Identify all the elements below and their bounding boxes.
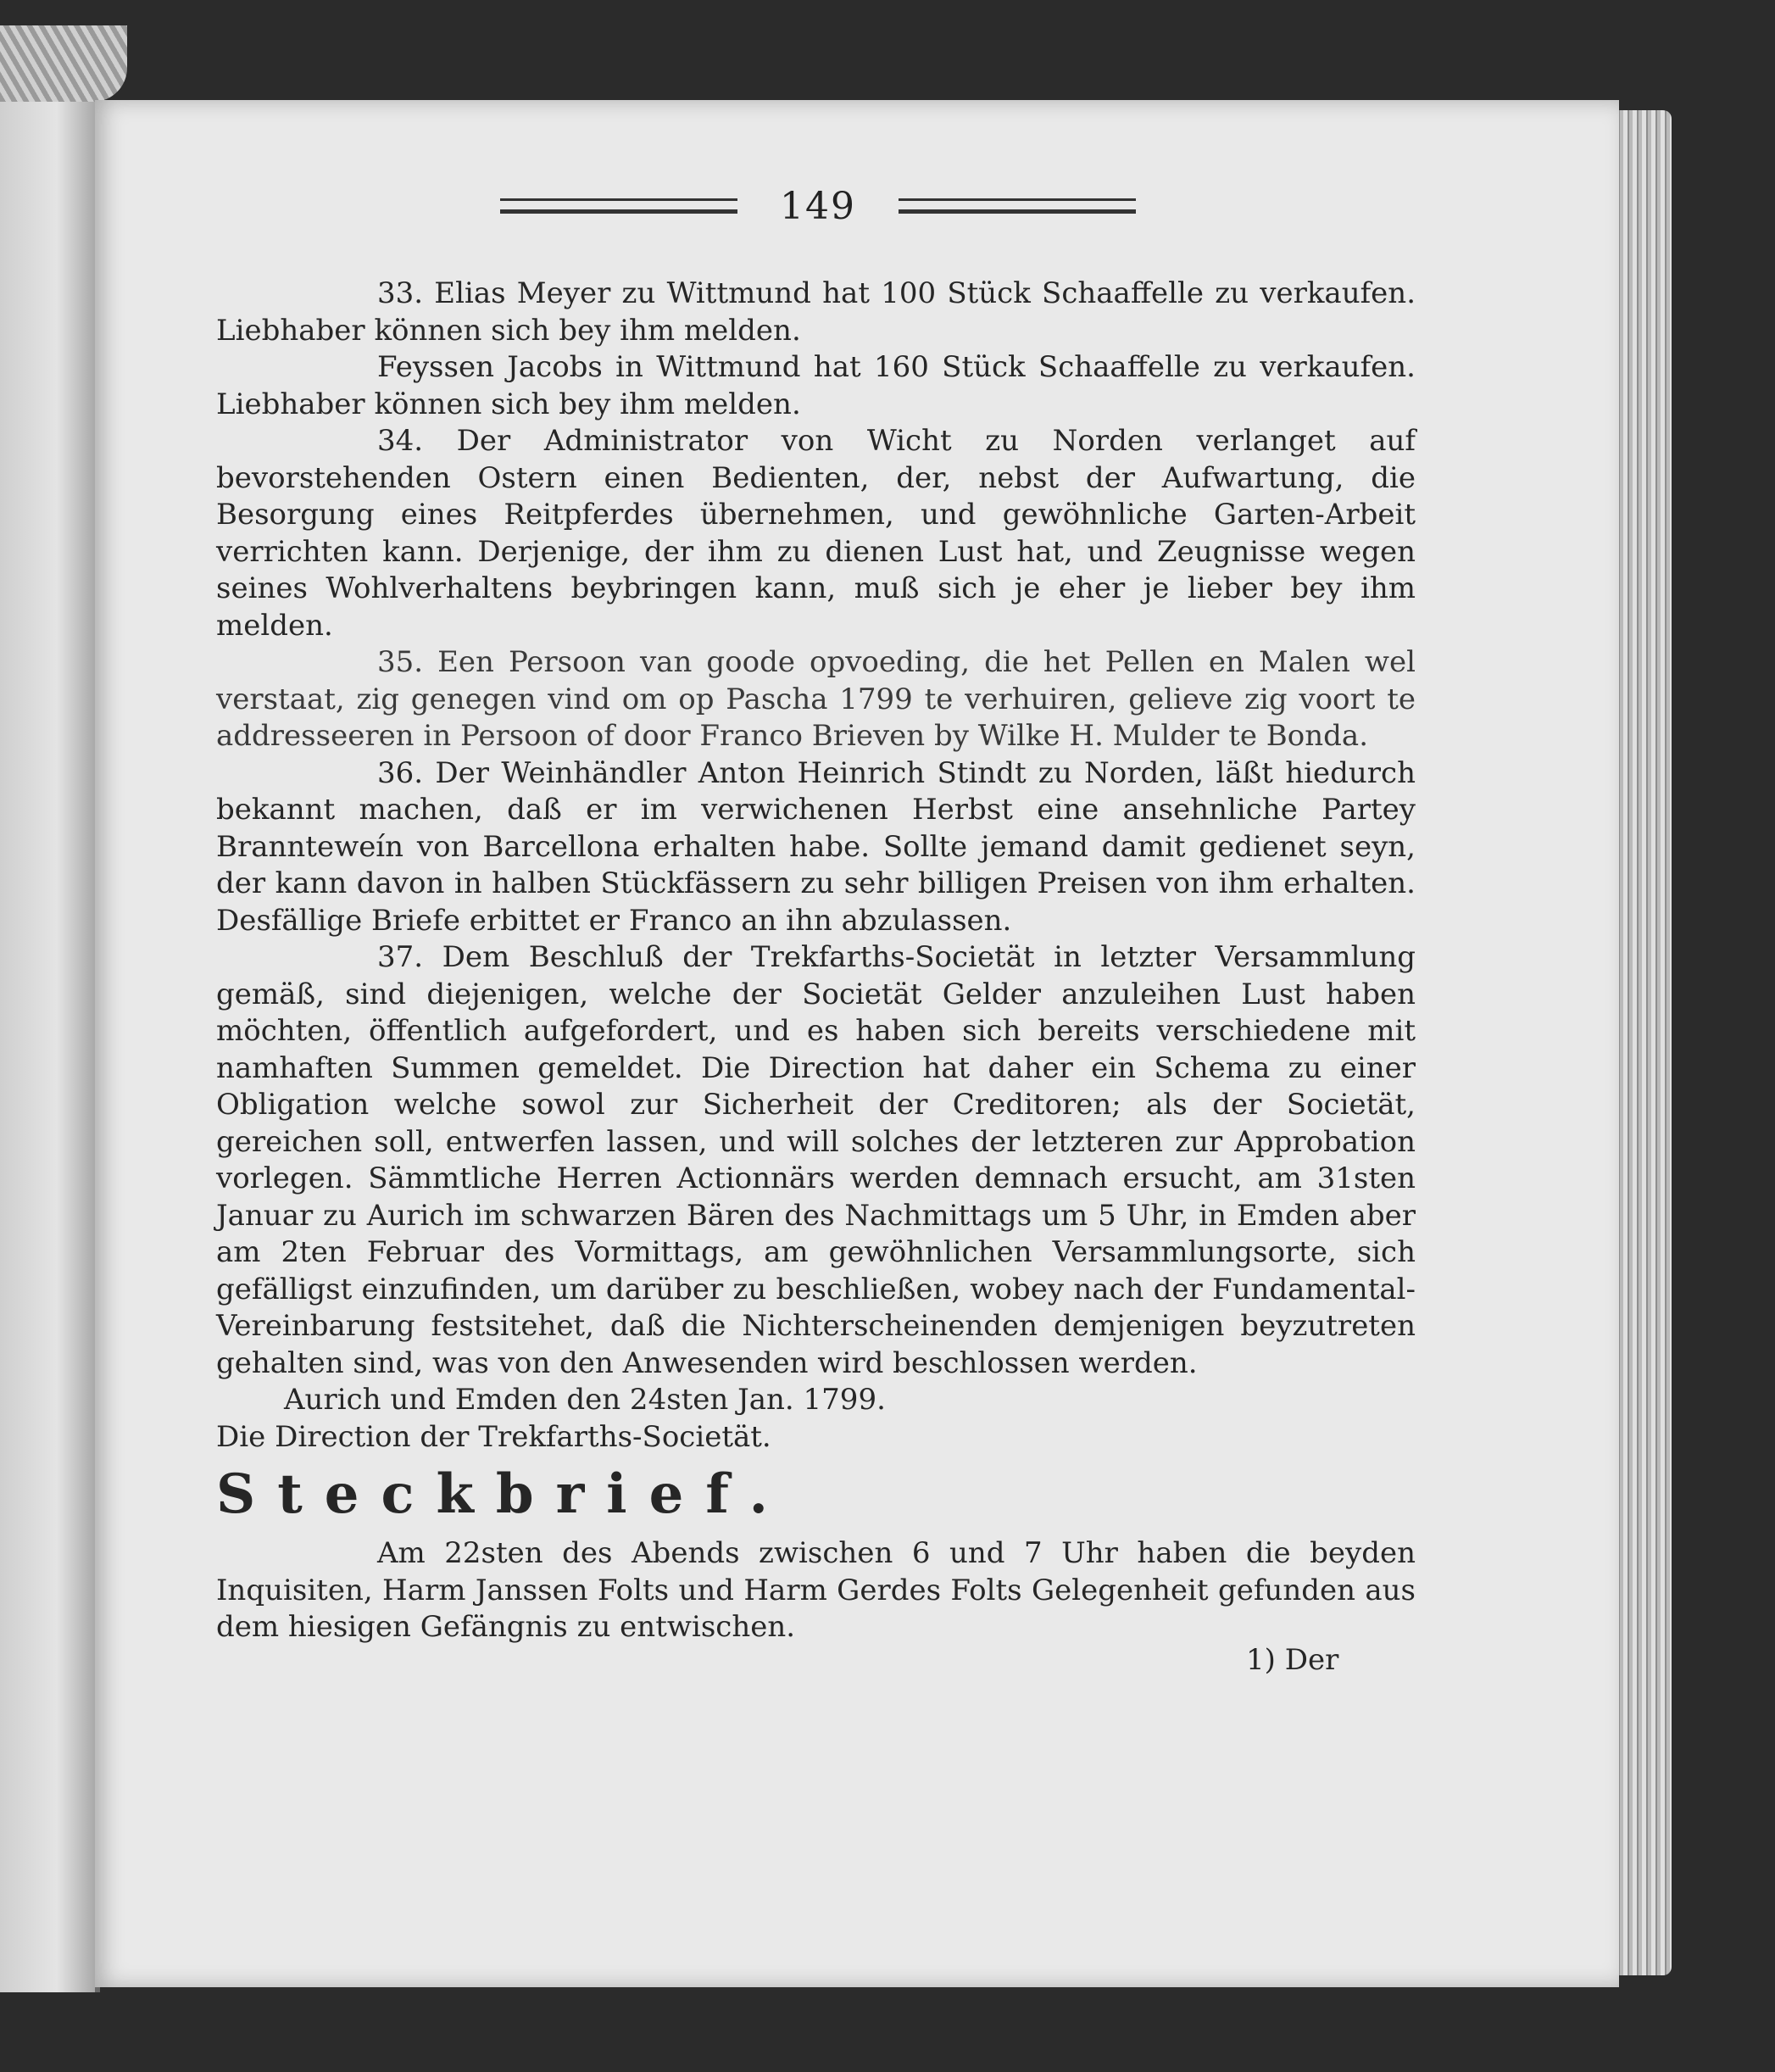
catchword: 1) Der [1246, 1643, 1339, 1677]
page-edges [1611, 110, 1672, 1975]
notice-37: 37. Dem Beschluß der Trekfarths-Societät in letzter Versammlung gemäß, sind diejenigen, welche der Societät Gelder anzuleihen Lust haben möchten, öffentlich aufgefordert, und es haben sich bereits verschiedene mit namhaften Summen gemeldet. Die Direction hat daher ein Schema zu einer Obligation welche sowol zur Sicherheit der Creditoren; als der Societät, gereichen soll, entwerfen lassen, und will solches der letzteren zur Approbation vorlegen. Sämmtliche Herren Actionnärs werden demnach ersucht, am 31sten Januar zu Aurich im schwarzen Bären des Nachmittags um 5 Uhr, in Emden aber am 2ten Februar des Vormittags, am gewöhnlichen Versammlungsorte, sich gefälligst einzufinden, um darüber zu beschließen, wobey nach der Fundamental-Vereinbarung festsitehet, daß die Nichterscheinenden demjenigen beyzutreten gehalten sind, was von den Anwesenden wird beschlossen werden. [216, 940, 1416, 1380]
notice-34: 34. Der Administrator von Wicht zu Norden verlanget auf bevorstehenden Ostern einen Bedienten, der, nebst der Aufwartung, die Besorgung eines Reitpferdes übernehmen, und gewöhnliche Garten-Arbeit verrichten kann. Derjenige, der ihm zu dienen Lust hat, und Zeugnisse wegen seines Wohlverhaltens beybringen kann, muß sich je eher je lieber bey ihm melden. [216, 424, 1416, 643]
steckbrief-text: Am 22sten des Abends zwischen 6 und 7 Uhr haben die beyden Inquisiten, Harm Janssen Folts und Harm Gerdes Folts Gelegenheit gefunden aus dem hiesigen Gefängnis zu entwischen. [216, 1536, 1416, 1644]
date-line: Aurich und Emden den 24sten Jan. 1799. [284, 1383, 886, 1417]
header-rule-right [899, 198, 1136, 214]
signature: Die Direction der Trekfarths-Societät. [216, 1419, 771, 1454]
page-header [500, 184, 1136, 228]
page-body [216, 276, 1416, 1646]
left-page-edge [0, 102, 100, 1992]
notice-33-second: Feyssen Jacobs in Wittmund hat 160 Stück Schaaffelle zu verkaufen. Liebhaber können sich bey ihm melden. [216, 350, 1416, 421]
notice-36: 36. Der Weinhändler Anton Heinrich Stindt zu Norden, läßt hiedurch bekannt machen, daß er im verwichenen Herbst eine ansehnliche Partey Brannteweín von Barcellona erhalten habe. Sollte jemand damit gedienet seyn, der kann davon in halben Stückfässern zu sehr billigen Preisen von ihm erhalten. Desfällige Briefe erbittet er Franco an ihn abzulassen. [216, 755, 1416, 938]
binding-fray [0, 25, 127, 102]
page-number: 149 [780, 184, 856, 228]
section-title: Steckbrief. [216, 1462, 790, 1526]
notice-33: 33. Elias Meyer zu Wittmund hat 100 Stück Schaaffelle zu verkaufen. Liebhaber können sich bey ihm melden. [216, 276, 1416, 348]
header-rule-left [500, 198, 737, 214]
notice-35: 35. Een Persoon van goode opvoeding, die het Pellen en Malen wel verstaat, zig genegen vind om op Pascha 1799 te verhuiren, gelieve zig voort te addresseeren in Persoon of door Franco Brieven by Wilke H. Mulder te Bonda. [216, 645, 1416, 753]
